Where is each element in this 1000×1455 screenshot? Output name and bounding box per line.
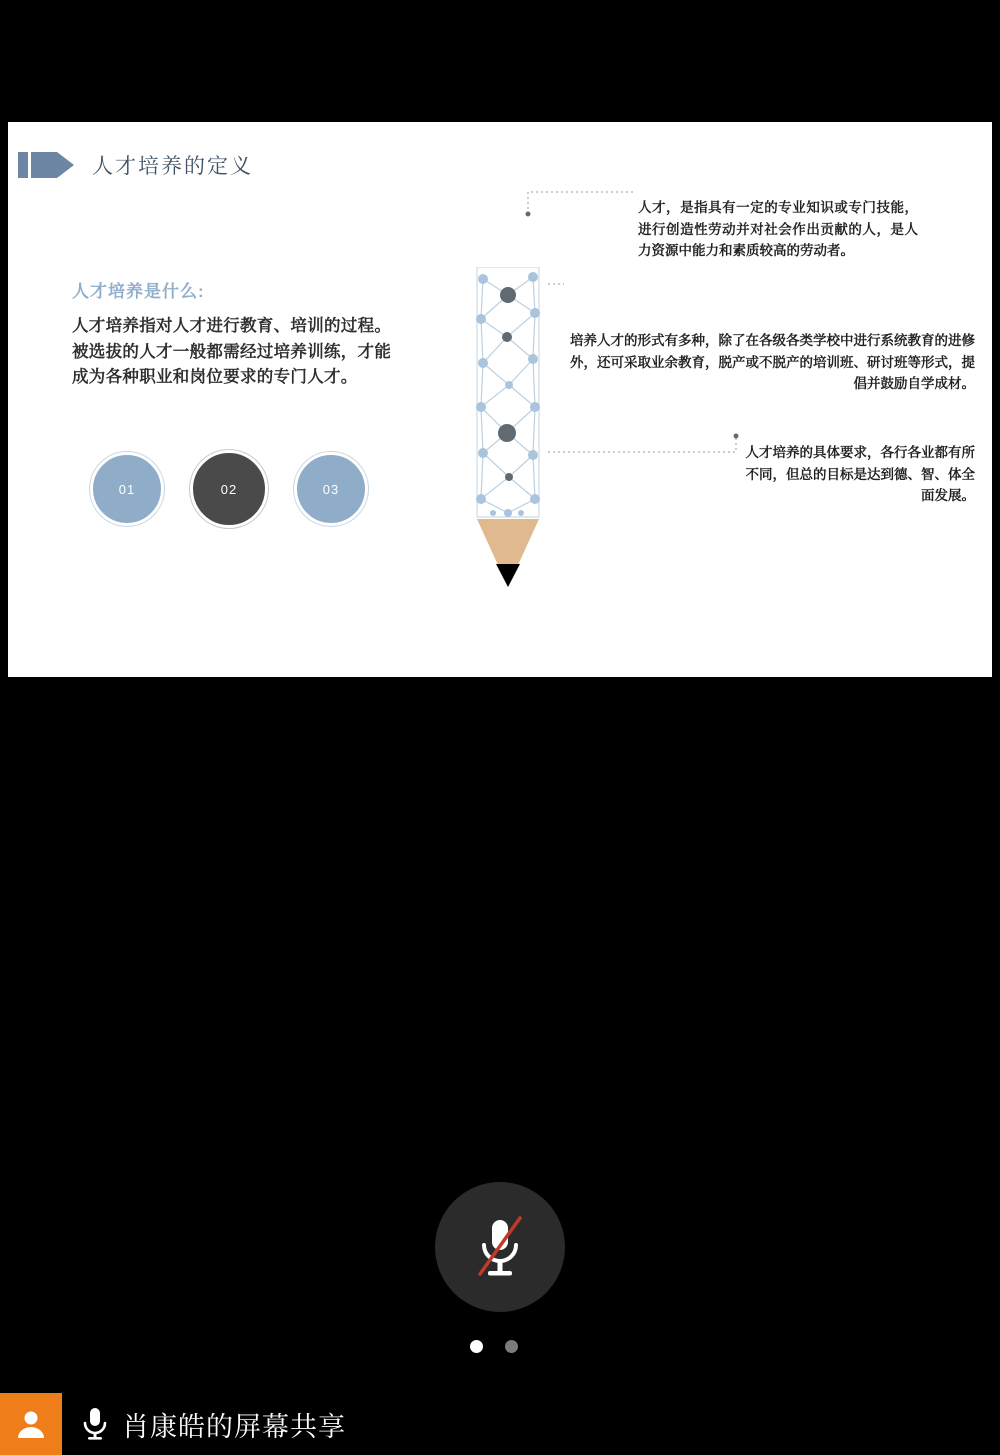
avatar[interactable] [0,1393,62,1455]
title-marker-icon [18,152,74,178]
page-dot-1[interactable] [470,1340,483,1353]
microphone-muted-icon [469,1212,531,1282]
paragraph-3: 人才培养的具体要求，各行各业都有所不同，但总的目标是达到德、智、体全面发展。 [745,445,975,504]
person-icon [14,1407,48,1441]
step-circle-03-label: 03 [322,481,340,497]
slide-title-row [18,150,253,180]
left-body-text: 人才培养指对人才进行教育、培训的过程。被选拔的人才一般都需经过培养训练，才能成为各种职业和岗位要求的专门人才。 [72,317,392,387]
page-dot-2[interactable] [505,1340,518,1353]
step-circle-03[interactable] [294,452,368,526]
page-title: 人才培养的定义 [92,155,253,178]
step-circle-01[interactable] [90,452,164,526]
step-circle-02-label: 02 [220,481,238,497]
share-status-bar [0,1393,1000,1455]
presentation-slide[interactable] [8,122,992,677]
mute-toggle-button[interactable] [435,1182,565,1312]
left-text-block [72,277,402,391]
step-circle-02[interactable] [190,450,268,528]
microphone-icon [82,1406,108,1442]
pencil-icon [463,267,553,607]
footer-mic[interactable] [82,1406,108,1442]
page-indicator-dots[interactable] [470,1340,518,1353]
paragraph-1: 人才，是指具有一定的专业知识或专门技能，进行创造性劳动并对社会作出贡献的人，是人力资源中能力和素质较高的劳动者。 [638,200,918,259]
left-heading: 人才培养是什么: [72,282,205,301]
step-circle-01-label: 01 [118,481,136,497]
share-status-label: 肖康皓的屏幕共享 [122,1411,346,1442]
step-circles [90,452,368,528]
pencil-network-graphic [463,267,553,607]
paragraph-2: 培养人才的形式有多种，除了在各级各类学校中进行系统教育的进修外，还可采取业余教育，脱产或不脱产的培训班、研讨班等形式，提倡并鼓励自学成材。 [570,333,975,392]
